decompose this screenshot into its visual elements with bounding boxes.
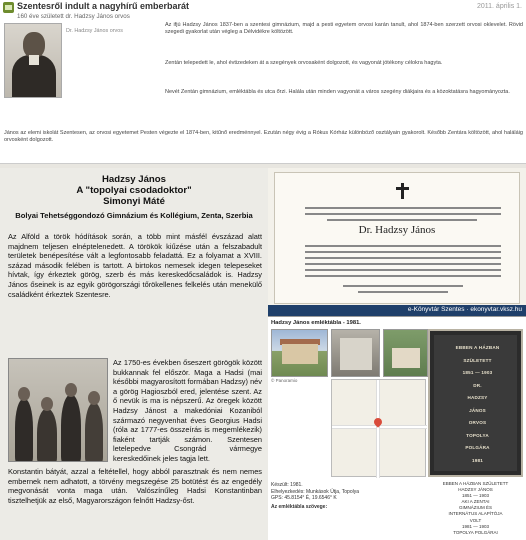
- blog-paragraph: Zentán telepedett le, ahol évtizedeken át a szegények orvosaként dolgozott, és vagyonát jótékony célokra hagyta.: [165, 60, 443, 66]
- transcript-line: INTERNÁTUS ALAPÍTÓJA: [448, 511, 503, 517]
- transcript-line: 1981 — 1903: [461, 523, 490, 529]
- transcript-line: GIMNÁZIUM ÉS: [458, 505, 492, 511]
- plaque-line: EBBEN A HÁZBAN: [455, 345, 500, 350]
- transcript-line: HADZSY JÁNOS: [458, 487, 493, 493]
- plaque-line: SZÜLETETT: [463, 357, 492, 363]
- blog-date: 2011. április 1.: [476, 3, 522, 10]
- watermark-text: e-Könyvtár Szentes · ekonyvtar.vksz.hu: [407, 306, 522, 313]
- article-author: Simonyi Máté: [103, 196, 165, 207]
- notice-frame: [274, 172, 520, 304]
- blog-paragraph: János az elemi iskolát Szentesen, az orvosi egyetemet Pesten végezte el 1874-ben, kitűnő eredménnyel. Ezután négy évig a Rókus Kórház különböző osztályain gyakorolt. Később Zentára költözött, ahol haláláig orvosként dolgozott.: [4, 130, 523, 144]
- house-photo[interactable]: [271, 329, 328, 377]
- location-map[interactable]: [331, 379, 426, 477]
- transcript-line: AKI A ZENTAI: [461, 499, 490, 505]
- transcript-line: EBBEN A HÁZBAN SZÜLETETT: [442, 481, 509, 486]
- family-photo: [8, 358, 108, 462]
- transcript-line: TOPOLYA POLGÁRAI: [453, 529, 498, 535]
- transcript-heading: Az emléktábla szövege:: [271, 504, 328, 510]
- transcript-line: 1851 — 1903: [461, 493, 490, 499]
- plaque-line: POLGÁRA: [465, 445, 490, 450]
- plaque-line: ORVOS: [468, 420, 487, 425]
- plaque-line: TOPOLYA: [466, 432, 489, 438]
- plaque-transcript: [428, 481, 523, 536]
- memorial-plaque-image[interactable]: [428, 329, 523, 477]
- blog-title[interactable]: Szentesről indult a nagyhírű emberbarát: [17, 1, 190, 11]
- blog-article: [0, 0, 526, 168]
- cross-icon: [401, 183, 404, 199]
- plaque-line: HADZSY: [467, 395, 488, 400]
- memorial-panel: [268, 316, 526, 540]
- article-subtitle: A "topolyai csodadoktor": [76, 185, 192, 196]
- memorial-gps: GPS: 45.8154° É, 19.6546° K: [271, 495, 337, 501]
- memorial-year: Készült: 1981.: [271, 482, 303, 488]
- plaque-line: DR.: [473, 382, 482, 388]
- plaque-line: 1851 — 1903: [462, 370, 493, 375]
- article-paragraph: Az 1750-es években őseszert görögök között bukkannak fel először. Maga a Hadsi (mai későbbi magyarosított formában Hadzsy) név a görög Hagioszból ered, jelentése szent. Az ő nevük is ma is népszerű. Az öregek között Hadzsy Jánost a makedóniai Kozaniból származó negyvenhat éves Georgius Hadsi (róla az 1777-es összeírás is megemlékezik) fiaként tartják számon. Szentesen letelepedve Csongrád vármegye kereskedőinek jeles tagja lett.: [113, 358, 262, 463]
- memorial-title: Hadzsy János emléktábla - 1981.: [271, 320, 361, 326]
- article-affiliation: Bolyai Tehetséggondozó Gimnázium és Kollégium, Zenta, Szerbia: [15, 211, 253, 220]
- article-paragraph: Konstantin bátyát, azzal a feltétellel, hogy abból parasztnak és nem nemes embernek nem adhatott, a törvény megszegése 25 botütést és az engedély megvonását vonta maga után. Valószínűleg Hadsi Konstantinban tisztelhetjük az első, Magyarországon felnőtt Hadzsy-őst.: [8, 467, 262, 505]
- street-photo[interactable]: [383, 329, 428, 377]
- photo-caption: Dr. Hadzsy János orvos: [66, 28, 123, 34]
- article-paragraph: Az Alföld a török hódítások során, a több mint másfél évszázad alatt majdnem teljesen elnéptelenedett. A törökök kiűzése után a felszabadult területek benépesítése vált a legfontosabb feladattá. Ez a folyamat a XVIII. század második felében is tartott. A birtokos nemesek idegen telepeseket hívtak, így érkeztek görög, szerb és más kereskedőcsaládok is. Hadzsy János őseinek is az egyik görögországi tőrökellenes felkelés után menekülő családként érkeztek Szentesre.: [8, 232, 262, 299]
- transcript-line: VOLT: [469, 517, 482, 523]
- blog-subtitle: 160 éve született dr. Hadzsy János orvos: [17, 13, 130, 20]
- blog-paragraph: Nevét Zentán gimnázium, emléktábla és utca őrzi. Halála után minden vagyonát a város szegény diákjaira és a közoktatásra hagyományozta.: [165, 89, 510, 95]
- plaque-line: JÁNOS: [469, 407, 486, 413]
- plaque-line: 1981: [471, 457, 484, 463]
- watermark-bar: [268, 305, 526, 316]
- plaque-photo[interactable]: [331, 329, 380, 377]
- funeral-notice-image[interactable]: [268, 168, 526, 316]
- blog-paragraph: Az ifjú Hadzsy János 1837-ben a szentesi gimnázium, majd a pesti egyetem orvosi karán tanult, ahol 1874-ben szerzett orvosi oklevelet. Rövid szegedi gyakorlat után végleg a Délvidékre költözött.: [165, 22, 523, 36]
- notice-name: Dr. Hadzsy János: [358, 224, 436, 236]
- article-icon: [3, 2, 14, 13]
- newspaper-article: [0, 168, 268, 540]
- photo-credit: © Panoramio: [271, 378, 298, 383]
- memorial-location: Elhelyezkedés: Munkások Útja, Topolya: [271, 488, 360, 495]
- article-title: Hadzsy János: [102, 174, 166, 185]
- blog-header: [0, 0, 526, 20]
- portrait-photo[interactable]: [4, 23, 62, 98]
